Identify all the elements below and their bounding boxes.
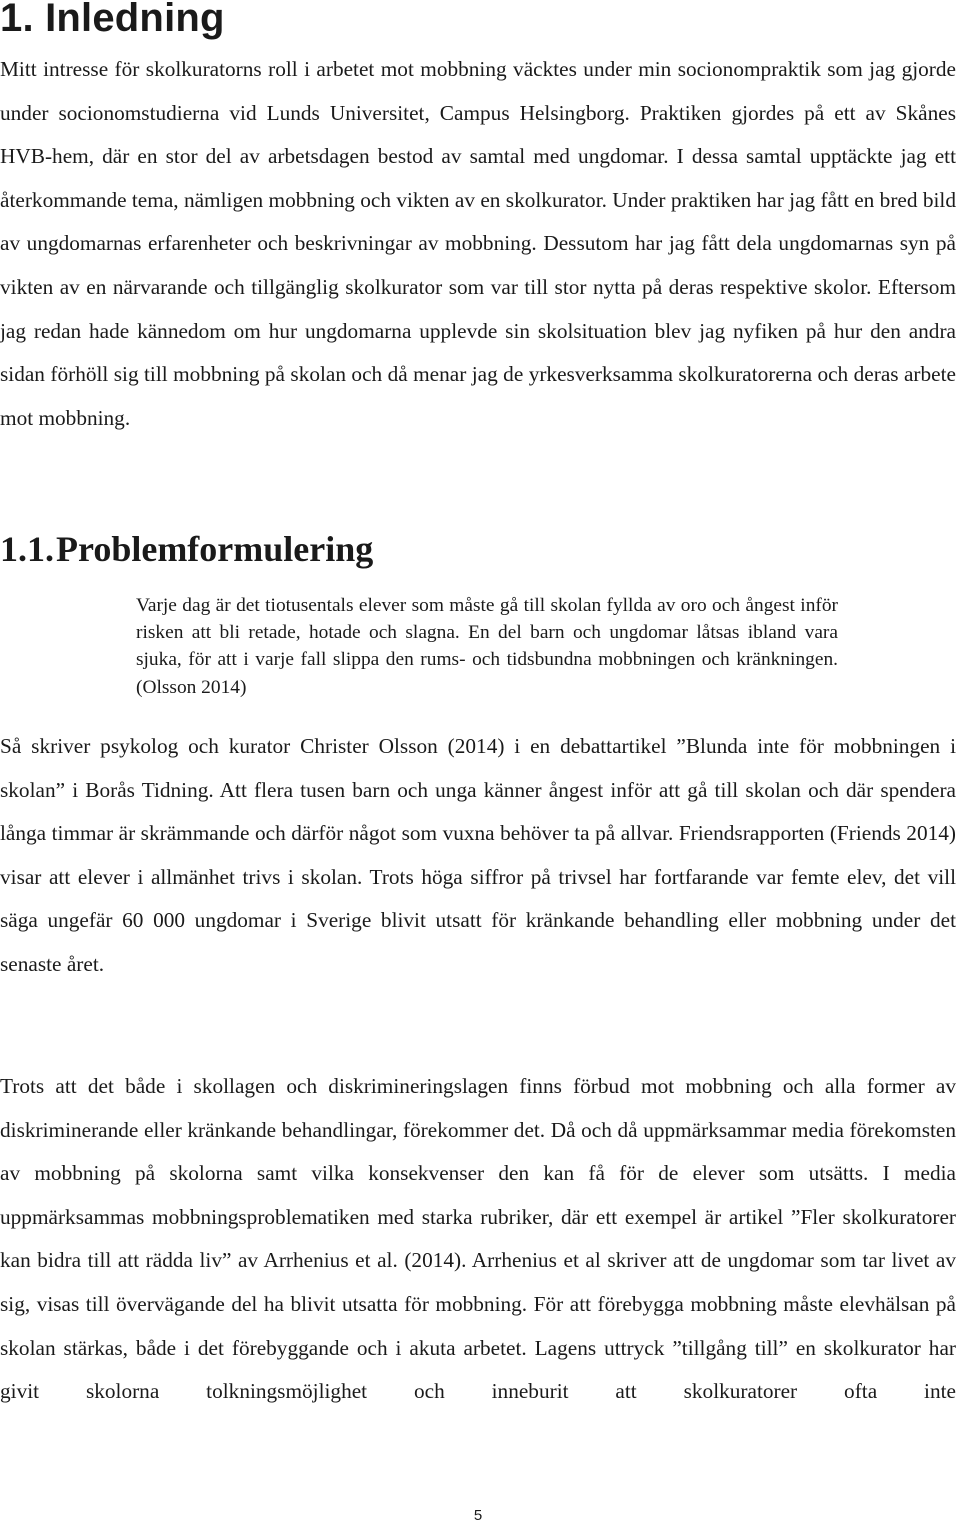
quote-follow-paragraph: Så skriver psykolog och kurator Christer Olsson (2014) i en debattartikel ”Blunda inte för mobbningen i skolan” i Borås Tidning. Att flera tusen barn och unga känner ångest inför att gå till skolan och där spendera långa timmar är skrämmande och därför något som vuxna behöver ta på allvar. Friendsrapporten (Friends 2014) visar att elever i allmänhet trivs i skolan. Trots höga siffror på trivsel har fortfarande var femte elev, det vill säga ungefär 60 000 ungdomar i Sverige blivit utsatt för kränkande behandling eller mobbning under det senaste året.: [0, 734, 956, 976]
section-heading: [0, 527, 373, 571]
intro-paragraph: Mitt intresse för skolkuratorns roll i arbetet mot mobbning väcktes under min socionompraktik som jag gjorde under socionomstudierna vid Lunds Universitet, Campus Helsingborg. Praktiken gjordes på ett av Skånes HVB-hem, där en stor del av arbetsdagen bestod av samtal med ungdomar. I dessa samtal upptäckte jag ett återkommande tema, nämligen mobbning och vikten av en skolkurator. Under praktiken har jag fått en bred bild av ungdomarnas erfarenheter och beskrivningar av mobbning. Dessutom har jag fått dela ungdomarnas syn på vikten av en närvarande och tillgänglig skolkurator som var till stor nytta på deras respektive skolor. Eftersom jag redan hade kännedom om hur ungdomarna upplevde sin skolsituation blev jag nyfiken på hur den andra sidan förhöll sig till mobbning på skolan och då menar jag de yrkesverksamma skolkuratorerna och deras arbete mot mobbning.: [0, 57, 956, 430]
section-number: 1.1.: [0, 529, 54, 569]
block-quote: Varje dag är det tiotusentals elever som måste gå till skolan fyllda av oro och ångest inför risken att bli retade, hotade och slagna. En del barn och ungdomar låtsas ibland vara sjuka, för att i varje fall slippa den rums- och tidsbundna mobbningen och kränkningen. (Olsson 2014): [136, 595, 838, 698]
page-number: 5: [473, 1507, 483, 1524]
section-title: Problemformulering: [56, 529, 374, 569]
chapter-heading: [0, 0, 225, 42]
legislation-paragraph: Trots att det både i skollagen och diskrimineringslagen finns förbud mot mobbning och alla former av diskriminerande eller kränkande behandlingar, förekommer det. Då och då uppmärksammar media förekomsten av mobbning på skolorna samt vilka konsekvenser den kan få för de elever som utsätts. I media uppmärksammas mobbningsproblematiken med starka rubriker, där ett exempel är artikel ”Fler skolkuratorer kan bidra till att rädda liv” av Arrhenius et al. (2014). Arrhenius et al skriver att de ungdomar som tar livet av sig, visas till övervägande del ha blivit utsatta för mobbning. För att förebygga mobbning måste elevhälsan på skolan stärkas, både i det förebyggande och i akuta arbetet. Lagens uttryck ”tillgång till” en skolkurator har givit skolorna tolkningsmöjlighet och inneburit att skolkuratorer ofta inte: [0, 1074, 956, 1404]
chapter-number: 1.: [0, 0, 34, 40]
chapter-title: Inledning: [45, 0, 225, 40]
